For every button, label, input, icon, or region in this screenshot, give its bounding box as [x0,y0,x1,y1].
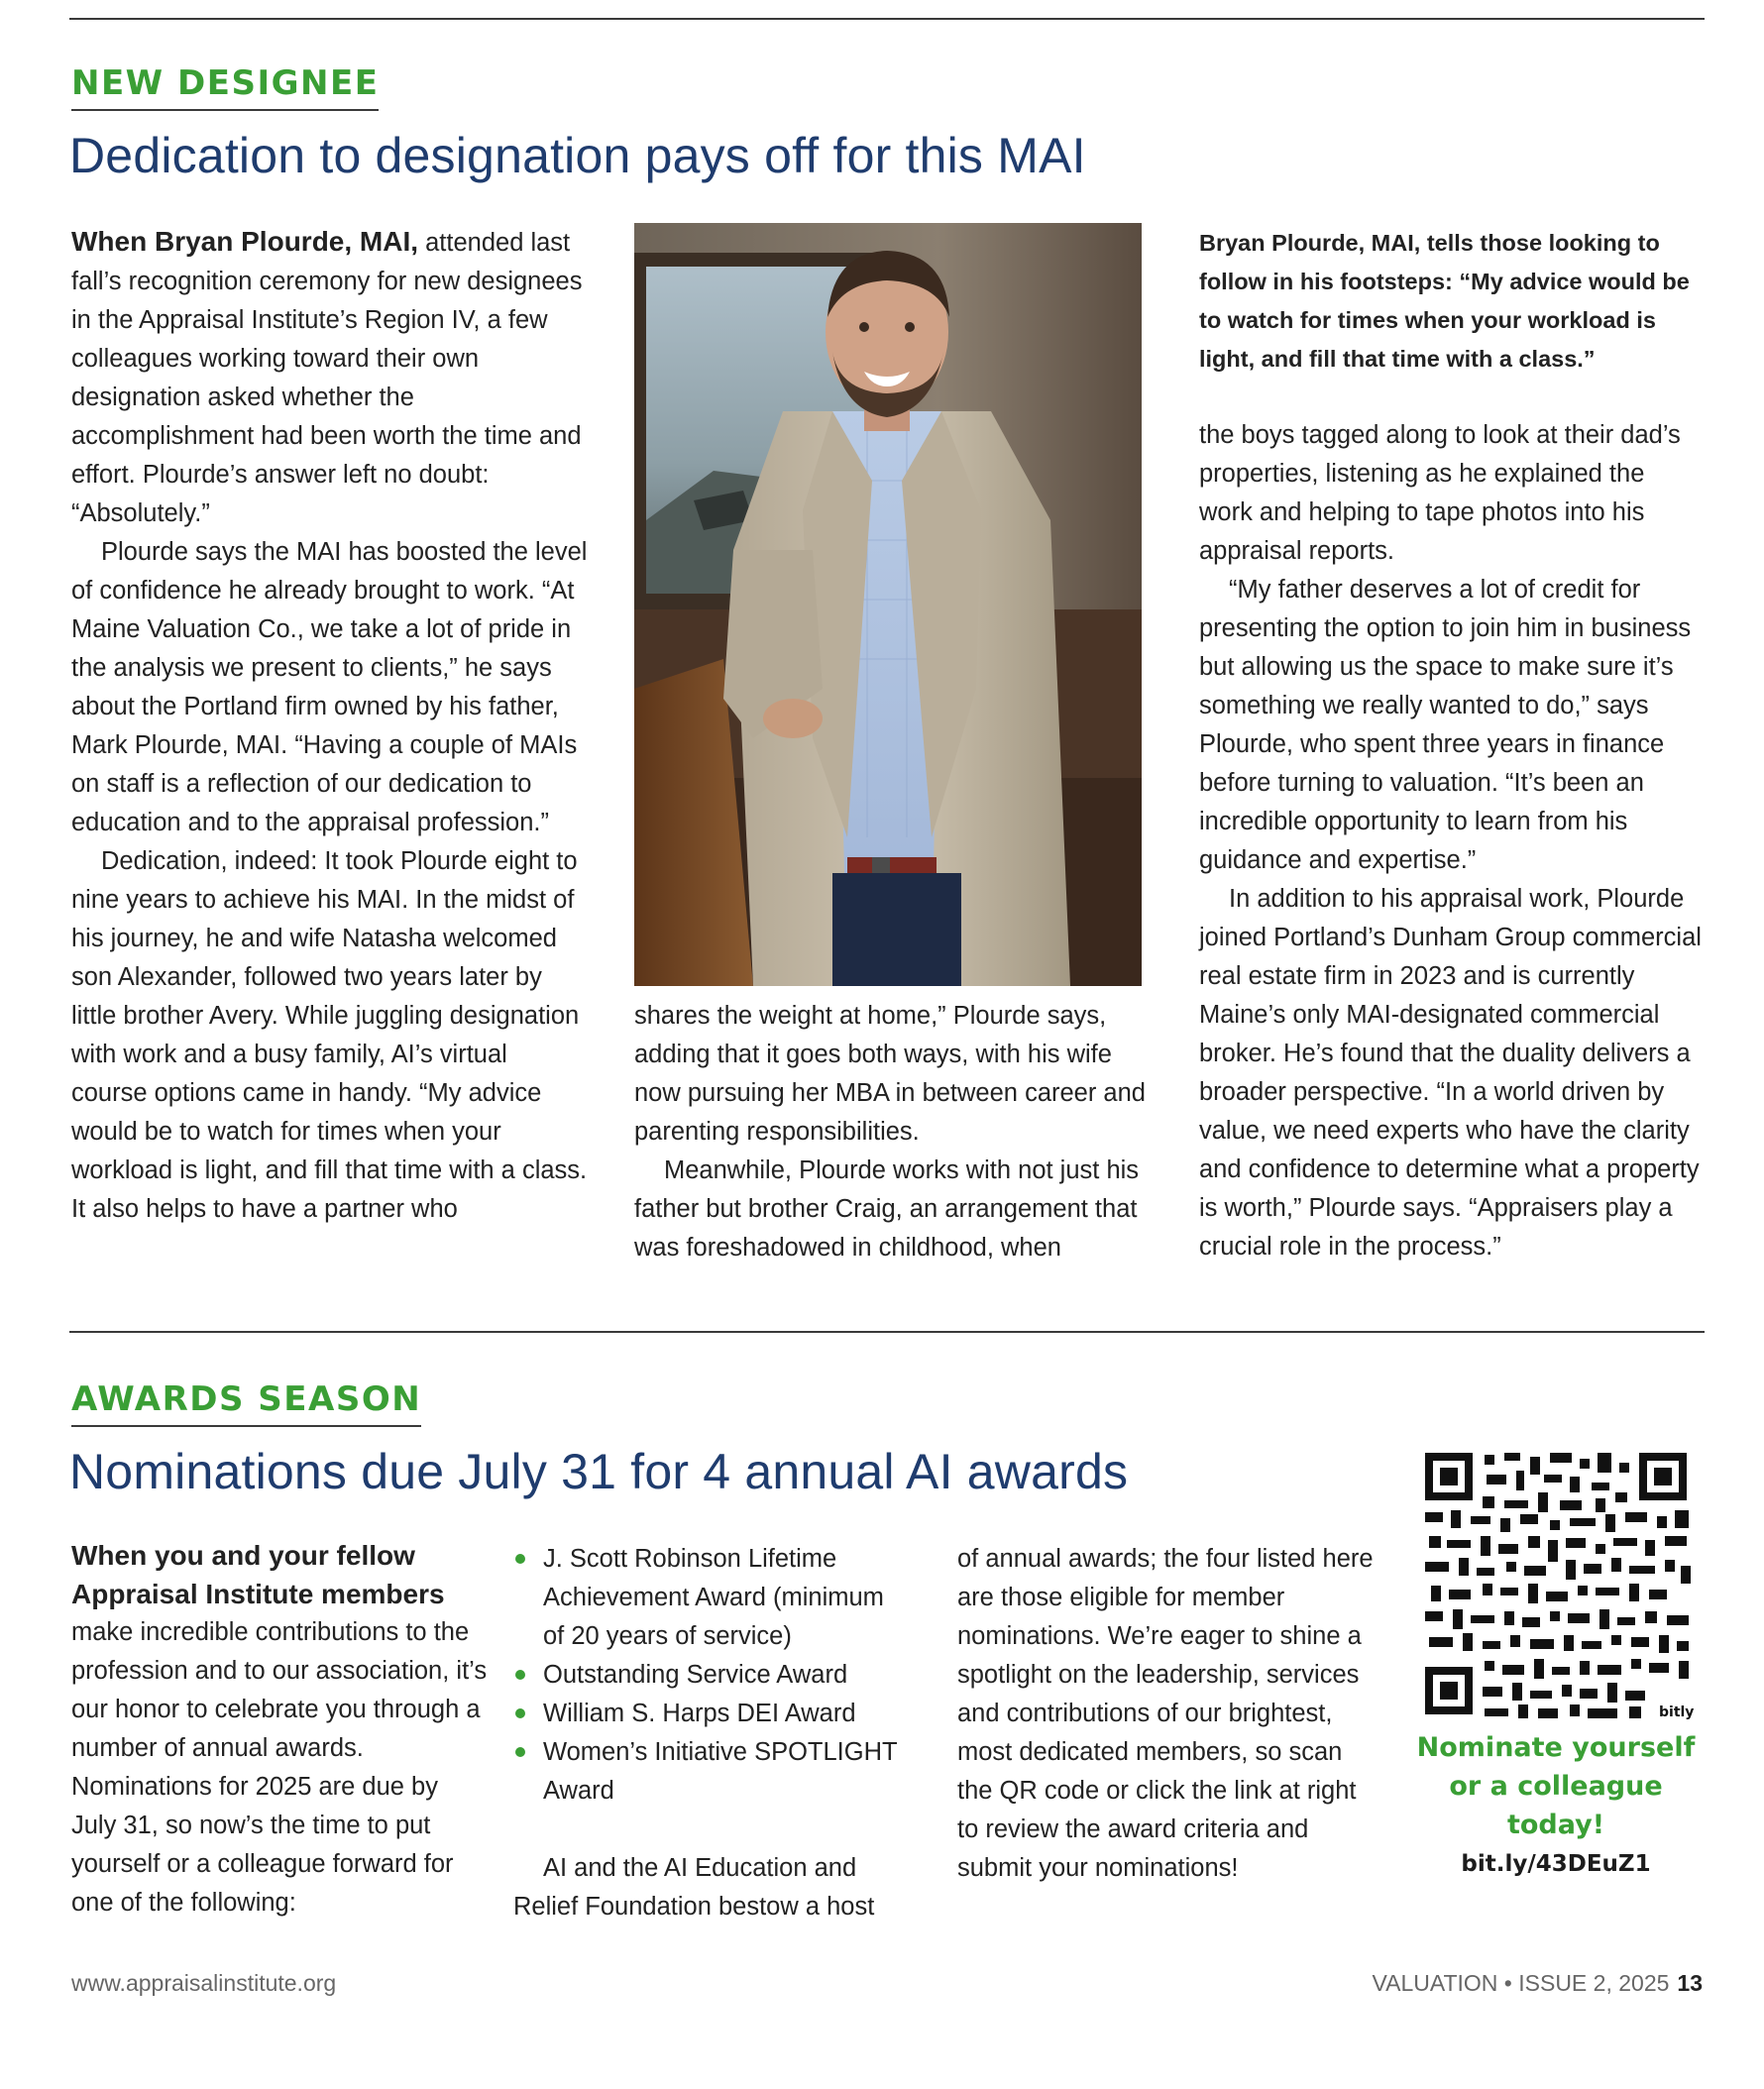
article-headline-designation: Dedication to designation pays off for this MAI [69,128,1086,183]
award-item: J. Scott Robinson Lifetime Achievement Award (minimum of 20 years of service) [513,1540,910,1656]
portrait-illustration [634,223,1142,986]
article2-column-1 [71,1536,488,1923]
section-divider [69,1331,1705,1333]
qr-brand-label: bitly [1659,1704,1695,1720]
footer-publication [1372,1970,1703,1997]
article1-col1-text: attended last fall’s recognition ceremony for new designees in the Appraisal Institute’s Region IV, a few colleagues working toward their own designation asked whether the accomplishment had been worth the time and effort. Plourde’s answer left no doubt: “Absolutely.” [71,229,583,527]
article1-column-3 [1199,416,1705,1266]
article1-col1-paragraph-3: Dedication, indeed: It took Plourde eight to nine years to achieve his MAI. In the midst of his journey, he and wife Natasha welcomed son Alexander, followed two years later by little brother Avery. While juggling designation with work and a busy family, AI’s virtual course options came in handy. “My advice would be to watch for times when your workload is light, and fill that time with a class. It also helps to have a partner who [71,847,588,1223]
article1-col2-paragraph-1: shares the weight at home,” Plourde says, adding that it goes both ways, with his wife now pursuing her MBA in between career and parenting responsibilities. [634,1002,1146,1146]
award-item: Outstanding Service Award [513,1656,910,1695]
article2-col2-text: AI and the AI Education and Relief Foundation bestow a host [513,1854,875,1921]
footer-issue: VALUATION • ISSUE 2, 2025 [1372,1970,1670,1996]
top-rule [69,18,1705,20]
nominate-cta: Nominate yourself or a colleague today! [1416,1732,1696,1840]
section-kicker-new-designee: NEW DESIGNEE [71,63,379,111]
article1-column-1 [71,222,589,1229]
article1-col3-paragraph-2: “My father deserves a lot of credit for presenting the option to join him in business but allowing us the space to make sure it’s something we really wanted to do,” says Plourde, who spent three years in finance before turning to valuation. “It’s been an incredible opportunity to learn from his guidance and expertise.” [1199,576,1692,874]
pull-quote: Bryan Plourde, MAI, tells those looking to follow in his footsteps: “My advice would be to watch for times when your workload is light, and fill that time with a class.” [1199,230,1690,372]
article2-column-3 [957,1540,1374,1888]
article2-lead: When you and your fellow Appraisal Institute members [71,1540,445,1609]
award-item: Women’s Initiative SPOTLIGHT Award [513,1733,910,1811]
award-list [513,1540,910,1811]
article1-col2-paragraph-2: Meanwhile, Plourde works with not just his father but brother Craig, an arrangement that was foreshadowed in childhood, when [634,1156,1140,1262]
article1-col3-paragraph-1: the boys tagged along to look at their dad’s properties, listening as he explained the work and helping to tape photos into his appraisal reports. [1199,421,1681,565]
article1-column-2 [634,997,1150,1267]
qr-code[interactable] [1421,1449,1695,1722]
article2-col3-text: of annual awards; the four listed here are those eligible for member nominations. We’re eager to shine a spotlight on the leadership, services and contributions of our brightest, most dedicated members, so scan the QR code or click the link at right to review the award criteria and submit your nominations! [957,1545,1374,1882]
award-item: William S. Harps DEI Award [513,1695,910,1733]
nominate-link[interactable]: bit.ly/43DEuZ1 [1461,1851,1651,1877]
article1-col1-paragraph-2: Plourde says the MAI has boosted the level of confidence he already brought to work. “At Maine Valuation Co., we take a lot of pride in the analysis we present to clients,” he says about the Portland firm owned by his father, Mark Plourde, MAI. “Having a couple of MAIs on staff is a reflection of our dedication to education and to the appraisal profession.” [71,538,588,836]
article2-col1-text: make incredible contributions to the profession and to our association, it’s our honor to celebrate you through a number of annual awards. Nominations for 2025 are due by July 31, so now’s the time to put yourself or a colleague forward for one of the following: [71,1618,488,1917]
article1-lead: When Bryan Plourde, MAI, [71,226,419,257]
portrait-photo [634,223,1142,986]
footer-website[interactable]: www.appraisalinstitute.org [71,1970,337,1996]
article1-col3-paragraph-3: In addition to his appraisal work, Plourde joined Portland’s Dunham Group commercial real estate firm in 2023 and is currently Maine’s only MAI-designated commercial broker. He’s found that the duality delivers a broader perspective. “In a world driven by value, we need experts who have the clarity and confidence to determine what a property is worth,” Plourde says. “Appraisers play a crucial role in the process.” [1199,885,1702,1261]
article-headline-awards: Nominations due July 31 for 4 annual AI awards [69,1444,1129,1499]
page-number: 13 [1677,1970,1703,1996]
section-kicker-awards-season: AWARDS SEASON [71,1379,421,1427]
article2-column-2 [513,1540,910,1926]
